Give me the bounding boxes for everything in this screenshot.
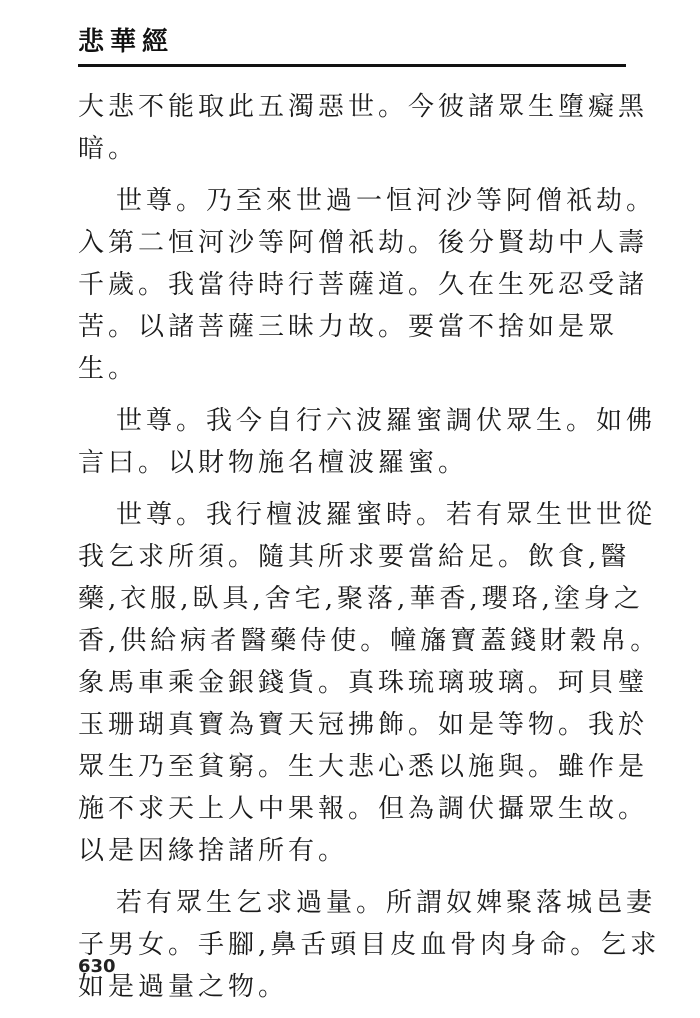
text-line: 藥,衣服,臥具,舍宅,聚落,華香,瓔珞,塗身之 — [78, 584, 644, 614]
header-divider — [78, 64, 626, 67]
body-text — [78, 86, 661, 1018]
paragraph-2 — [78, 180, 657, 390]
text-line: 眾生乃至貧窮。生大悲心悉以施與。雖作是 — [78, 752, 649, 782]
paragraph-3 — [78, 400, 657, 484]
text-line: 入第二恒河沙等阿僧祇劫。後分賢劫中人壽 — [78, 228, 649, 258]
text-line: 生。 — [78, 354, 139, 384]
text-line: 施不求天上人中果報。但為調伏攝眾生故。 — [78, 794, 649, 824]
text-line: 香,供給病者醫藥侍使。幢旛寶蓋錢財穀帛。 — [78, 626, 661, 656]
text-line: 世尊。我今自行六波羅蜜調伏眾生。如佛 — [116, 406, 657, 436]
text-line: 子男女。手腳,鼻舌頭目皮血骨肉身命。乞求 — [78, 930, 661, 960]
paragraph-1 — [78, 86, 649, 170]
text-line: 千歲。我當待時行菩薩道。久在生死忍受諸 — [78, 270, 649, 300]
text-line: 大悲不能取此五濁惡世。今彼諸眾生墮癡黑 — [78, 92, 649, 122]
paragraph-4 — [78, 494, 661, 872]
text-line: 象馬車乘金銀錢貨。真珠琉璃玻璃。珂貝璧 — [78, 668, 649, 698]
text-line: 苦。以諸菩薩三昧力故。要當不捨如是眾 — [78, 312, 619, 342]
text-line: 玉珊瑚真寶為寶天冠拂飾。如是等物。我於 — [78, 710, 649, 740]
text-line: 若有眾生乞求過量。所謂奴婢聚落城邑妻 — [116, 888, 657, 918]
text-line: 我乞求所須。隨其所求要當給足。飲食,醫 — [78, 542, 631, 572]
text-line: 世尊。乃至來世過一恒河沙等阿僧祇劫。 — [116, 186, 657, 216]
text-line: 世尊。我行檀波羅蜜時。若有眾生世世從 — [116, 500, 657, 530]
text-line: 暗。 — [78, 134, 139, 164]
page-number: 630 — [78, 956, 116, 977]
text-line: 以是因緣捨諸所有。 — [78, 836, 349, 866]
page-title: 悲華經 — [78, 27, 175, 57]
text-line: 如是過量之物。 — [78, 972, 289, 1002]
paragraph-5 — [78, 882, 661, 1008]
text-line: 言曰。以財物施名檀波羅蜜。 — [78, 448, 469, 478]
